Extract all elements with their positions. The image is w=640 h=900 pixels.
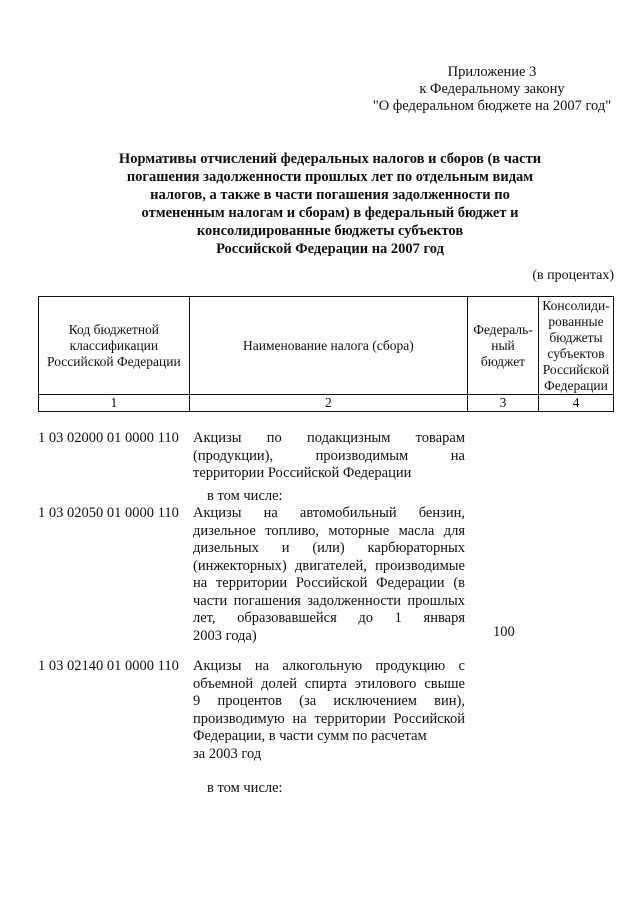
title-line: консолидированные бюджеты субъектов: [196, 223, 464, 239]
header-code-line: Российской Федерации: [47, 353, 181, 369]
table-row: [0, 658, 640, 768]
row-name-line: Акцизы на алкогольную продукцию с: [193, 658, 465, 674]
row-name-line: объемной долей спирта этилового свыше: [193, 675, 465, 692]
row-name-line: дизельное топливо, моторные масла для: [193, 522, 465, 539]
row-name-line: дизельных и (или) карбюраторных: [193, 540, 465, 556]
row-name-line: 2003 года): [193, 627, 257, 644]
row-name: [193, 658, 465, 763]
row-code: 1 03 02140 01 0000 110: [38, 658, 179, 674]
title-line: отмененным налогам и сборам) в федеральный бюджет и: [141, 205, 519, 221]
row-federal-value: 100: [493, 624, 515, 640]
title-line: Нормативы отчислений федеральных налогов и сборов (в части: [118, 151, 542, 167]
row-name-line: производимую на территории Российской: [193, 710, 465, 727]
column-number: 1: [39, 395, 190, 412]
row-name-line: части погашения задолженности прошлых: [193, 592, 465, 609]
title-line: погашения задолженности прошлых лет по отдельным видам: [126, 169, 534, 185]
table-row: [0, 430, 640, 490]
title-line: налогов, а также в части погашения задолженности по: [150, 187, 510, 203]
row-name: [193, 430, 465, 483]
including-note: в том числе:: [207, 488, 283, 504]
column-number: 2: [189, 395, 467, 412]
row-name: [193, 505, 465, 645]
appendix-header: [372, 64, 612, 115]
row-code: 1 03 02000 01 0000 110: [38, 430, 179, 446]
header-consolidated: [538, 297, 613, 395]
document-title: [90, 150, 570, 258]
header-consolidated-line: бюджеты: [549, 329, 603, 345]
title-line: Российской Федерации на 2007 год: [216, 241, 444, 257]
header-consolidated-line: Российской: [542, 361, 610, 377]
appendix-line-2: к Федеральному закону: [419, 81, 565, 97]
column-number: 3: [468, 395, 539, 412]
header-consolidated-line: Консолиди-: [542, 297, 610, 313]
row-name-line: за 2003 год: [193, 745, 262, 762]
header-code-line: классификации: [69, 337, 159, 353]
header-consolidated-line: Федерации: [544, 377, 608, 393]
row-name-line: на территории Российской Федерации (в: [193, 575, 465, 591]
header-code: [39, 297, 190, 395]
column-number: 4: [538, 395, 613, 412]
row-name-line: Акцизы на автомобильный бензин,: [193, 505, 465, 521]
table-row: [0, 505, 640, 650]
including-note: в том числе:: [207, 780, 283, 796]
row-name-line: (продукции), производимым на: [193, 447, 465, 464]
appendix-line-1: Приложение 3: [447, 64, 537, 80]
appendix-line-3: "О федеральном бюджете на 2007 год": [372, 98, 612, 114]
row-code: 1 03 02050 01 0000 110: [38, 505, 179, 521]
row-name-line: лет, образовавшейся до 1 января: [193, 610, 465, 626]
header-code-line: Код бюджетной: [68, 321, 160, 337]
units-note: (в процентах): [532, 268, 614, 283]
header-name: [189, 297, 467, 395]
row-name-line: 9 процентов (за исключением вин),: [193, 693, 465, 709]
row-name-line: Федерации, в части сумм по расчетам: [193, 728, 427, 744]
header-federal-line: Федераль-: [473, 321, 533, 337]
header-federal-line: бюджет: [480, 353, 526, 369]
header-federal: [468, 297, 539, 395]
header-table: [38, 296, 614, 412]
row-name-line: (инжекторных) двигателей, производимые: [193, 557, 465, 574]
row-name-line: территории Российской Федерации: [193, 465, 412, 481]
row-name-line: Акцизы по подакцизным товарам: [193, 430, 465, 446]
header-name-line: Наименование налога (сбора): [243, 337, 414, 353]
column-number-row: [39, 395, 614, 412]
header-row: [39, 297, 614, 395]
header-consolidated-line: рованные: [548, 313, 604, 329]
header-consolidated-line: субъектов: [547, 345, 605, 361]
header-federal-line: ный: [491, 337, 515, 353]
